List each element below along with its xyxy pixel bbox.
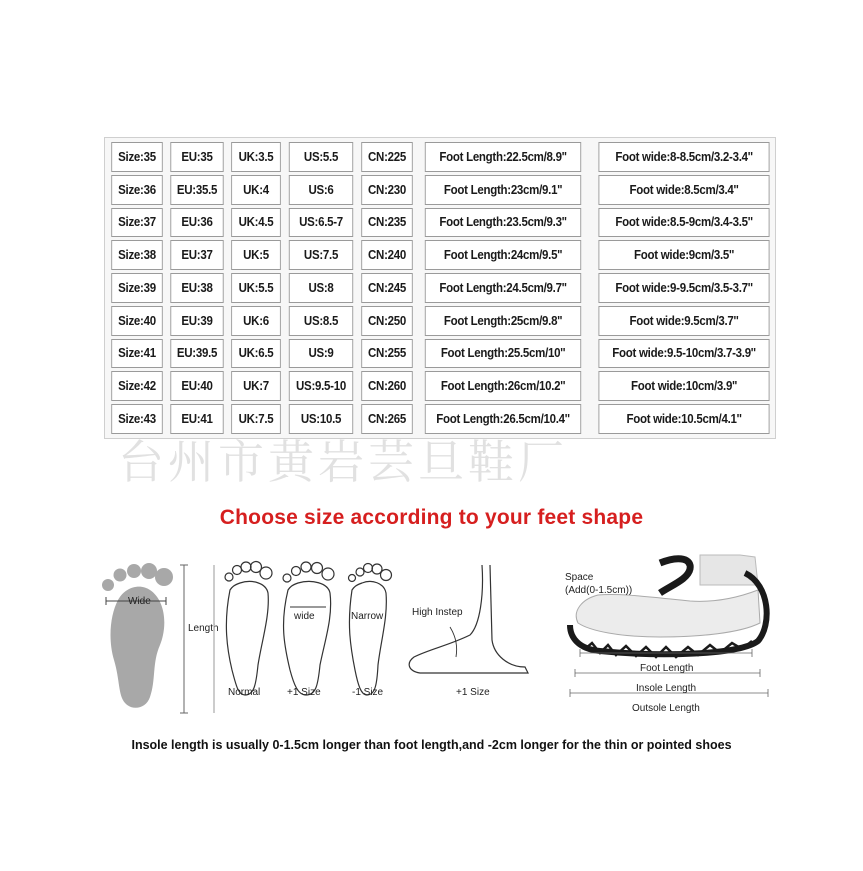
size-chart-cell: UK:7.5: [231, 404, 281, 434]
footnote: Insole length is usually 0-1.5cm longer than foot length,and -2cm longer for the thin or pointed shoes: [131, 738, 732, 752]
size-chart-cell: US:7.5: [289, 240, 353, 270]
size-chart-cell: Size:36: [111, 175, 163, 205]
size-chart-row: [109, 404, 777, 434]
size-chart-cell: Foot Length:23.5cm/9.3'': [425, 208, 581, 238]
high-instep-foot-icon: [409, 565, 528, 673]
normal-label: Normal: [228, 687, 261, 698]
size-chart-cell: CN:240: [361, 240, 413, 270]
size-chart-cell: Foot wide:8.5-9cm/3.4-3.5'': [598, 208, 769, 238]
size-chart-cell: Foot Length:26cm/10.2'': [425, 371, 581, 401]
foot-shape-diagram: [0, 545, 863, 725]
size-chart-cell: EU:40: [170, 371, 223, 401]
size-chart-cell: EU:41: [170, 404, 223, 434]
size-chart-table: [106, 139, 780, 437]
high-instep-size-label: +1 Size: [456, 687, 490, 698]
narrow-foot-outline-icon: [349, 564, 392, 696]
size-chart-cell: Size:38: [111, 240, 163, 270]
size-chart-cell: CN:265: [361, 404, 413, 434]
size-chart-cell: Foot Length:25.5cm/10'': [425, 339, 581, 369]
size-chart-cell: Size:39: [111, 273, 163, 303]
size-chart-row: [109, 208, 777, 238]
size-chart-cell: Foot wide:8.5cm/3.4'': [598, 175, 769, 205]
size-chart-cell: US:6.5-7: [289, 208, 353, 238]
size-chart-row: [109, 240, 777, 270]
footprint-icon: [102, 563, 173, 708]
size-chart-cell: Size:41: [111, 339, 163, 369]
size-chart-row: [109, 142, 777, 172]
wide-foot-outline-icon: [283, 562, 334, 695]
size-chart-cell: CN:255: [361, 339, 413, 369]
size-chart-cell: Foot wide:9.5-10cm/3.7-3.9'': [598, 339, 769, 369]
size-chart-cell: CN:250: [361, 306, 413, 336]
wide-label: Wide: [128, 596, 151, 607]
high-instep-label: High Instep: [412, 607, 463, 618]
size-chart-row: [109, 339, 777, 369]
size-chart-cell: UK:4: [231, 175, 281, 205]
size-chart-cell: Size:37: [111, 208, 163, 238]
outsole-length-label: Outsole Length: [632, 703, 700, 714]
size-chart-cell: EU:39.5: [170, 339, 223, 369]
size-chart-cell: CN:235: [361, 208, 413, 238]
foot-length-label: Foot Length: [640, 663, 694, 674]
size-chart-cell: UK:6.5: [231, 339, 281, 369]
size-chart-cell: Size:35: [111, 142, 163, 172]
minus-one-label: -1 Size: [352, 687, 384, 698]
size-chart-cell: Foot Length:23cm/9.1'': [425, 175, 581, 205]
plus-one-label: +1 Size: [287, 687, 321, 698]
size-chart-cell: EU:36: [170, 208, 223, 238]
size-chart-cell: EU:39: [170, 306, 223, 336]
size-chart-cell: Foot Length:24cm/9.5'': [425, 240, 581, 270]
size-chart-cell: UK:5.5: [231, 273, 281, 303]
space-label: Space: [565, 572, 594, 583]
size-chart-row: [109, 306, 777, 336]
size-chart-cell: UK:7: [231, 371, 281, 401]
size-chart-cell: CN:260: [361, 371, 413, 401]
size-chart-cell: EU:38: [170, 273, 223, 303]
size-chart-cell: US:6: [289, 175, 353, 205]
size-chart-row: [109, 273, 777, 303]
size-chart-cell: US:9: [289, 339, 353, 369]
size-chart-cell: Foot wide:9cm/3.5'': [598, 240, 769, 270]
size-chart-row: [109, 175, 777, 205]
length-label: Length: [188, 623, 219, 634]
watermark: 台州市黄岩芸旦鞋厂: [118, 435, 568, 489]
size-chart-row: [109, 371, 777, 401]
size-chart-cell: Foot wide:8-8.5cm/3.2-3.4'': [598, 142, 769, 172]
size-chart-cell: US:5.5: [289, 142, 353, 172]
size-chart-cell: Foot wide:10cm/3.9'': [598, 371, 769, 401]
space-add-label: (Add(0-1.5cm)): [565, 585, 633, 596]
size-chart-cell: US:8.5: [289, 306, 353, 336]
headline: Choose size according to your feet shape: [219, 506, 644, 529]
size-chart-cell: US:9.5-10: [289, 371, 353, 401]
size-chart-cell: UK:3.5: [231, 142, 281, 172]
wide-foot-label: wide: [294, 611, 315, 622]
size-chart-cell: Foot Length:22.5cm/8.9'': [425, 142, 581, 172]
size-chart-cell: Foot wide:9.5cm/3.7'': [598, 306, 769, 336]
size-chart-cell: CN:245: [361, 273, 413, 303]
size-chart-cell: Size:43: [111, 404, 163, 434]
size-chart-cell: UK:6: [231, 306, 281, 336]
narrow-label: Narrow: [351, 611, 384, 622]
size-chart-cell: Size:42: [111, 371, 163, 401]
size-chart-cell: CN:225: [361, 142, 413, 172]
size-chart-cell: UK:4.5: [231, 208, 281, 238]
size-chart-cell: Foot Length:26.5cm/10.4'': [425, 404, 581, 434]
size-chart-cell: US:8: [289, 273, 353, 303]
size-chart-cell: Foot Length:25cm/9.8'': [425, 306, 581, 336]
size-chart-cell: UK:5: [231, 240, 281, 270]
size-chart-cell: Foot Length:24.5cm/9.7'': [425, 273, 581, 303]
normal-foot-outline-icon: [225, 562, 272, 696]
size-chart-cell: Foot wide:10.5cm/4.1'': [598, 404, 769, 434]
size-chart-cell: EU:35: [170, 142, 223, 172]
size-chart-cell: Foot wide:9-9.5cm/3.5-3.7'': [598, 273, 769, 303]
size-chart: [104, 137, 776, 439]
size-chart-cell: US:10.5: [289, 404, 353, 434]
size-chart-cell: CN:230: [361, 175, 413, 205]
size-chart-cell: EU:35.5: [170, 175, 223, 205]
size-chart-cell: Size:40: [111, 306, 163, 336]
insole-length-label: Insole Length: [636, 683, 697, 694]
size-chart-cell: EU:37: [170, 240, 223, 270]
shoe-cross-section-icon: [570, 555, 768, 697]
